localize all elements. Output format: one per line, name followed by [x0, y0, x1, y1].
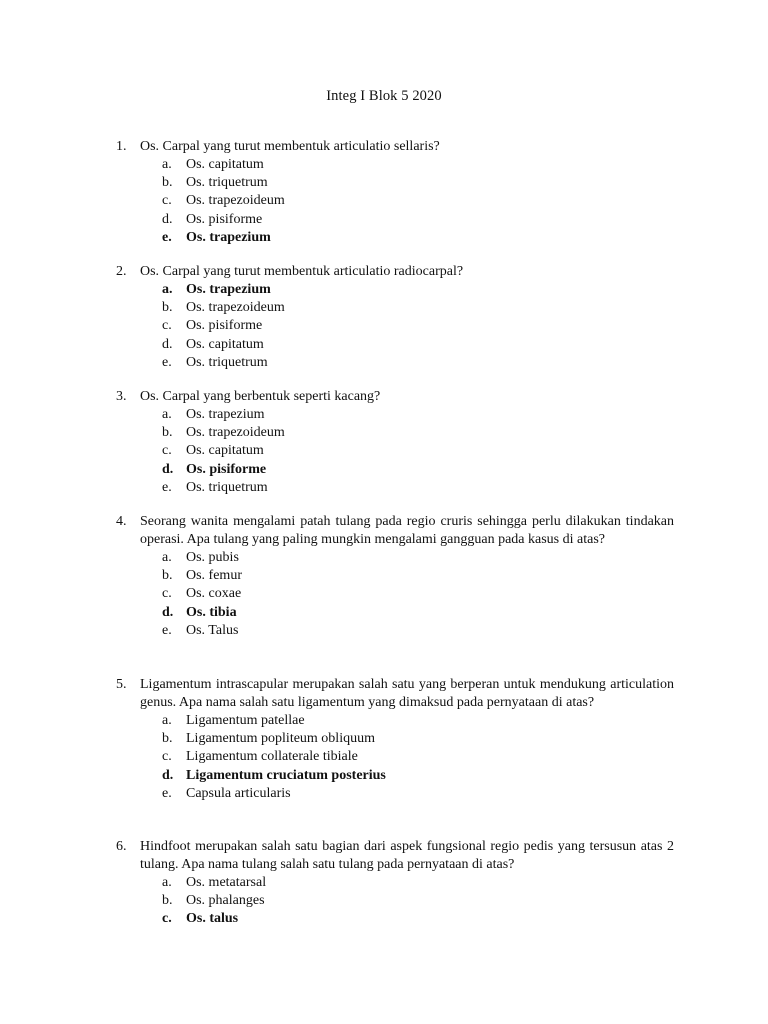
option-text: Os. femur: [186, 568, 242, 584]
option-text: Capsula articularis: [186, 785, 291, 801]
question-1: [116, 138, 674, 247]
option-e: [162, 354, 674, 372]
option-c-correct: [162, 910, 674, 928]
option-c: [162, 317, 674, 335]
option-letter: e.: [162, 785, 172, 801]
option-text: Os. coxae: [186, 586, 242, 602]
option-text: Os. triquetrum: [186, 354, 268, 370]
option-letter: d.: [162, 604, 174, 620]
option-d-correct: [162, 604, 674, 622]
option-b: [162, 567, 674, 585]
question-number: 2.: [116, 264, 127, 279]
question-text: Seorang wanita mengalami patah tulang pada regio cruris sehingga perlu dilakukan tindakan operasi. Apa tulang yang paling mungkin mengalami gangguan pada kasus di atas?: [140, 514, 674, 547]
option-text: Os. capitatum: [186, 443, 264, 459]
option-a: [162, 549, 674, 567]
option-text: Os. Talus: [186, 622, 239, 638]
option-text: Os. pisiforme: [186, 211, 263, 227]
option-letter: e.: [162, 622, 172, 638]
option-text: Os. pubis: [186, 550, 239, 565]
option-letter: c.: [162, 318, 172, 334]
question-text: Os. Carpal yang berbentuk seperti kacang?: [140, 389, 381, 404]
question-number: 5.: [116, 677, 127, 692]
option-d: [162, 211, 674, 229]
document-title: Integ I Blok 5 2020: [326, 88, 442, 104]
option-letter: b.: [162, 568, 173, 584]
option-letter: b.: [162, 893, 173, 909]
question-3: [116, 388, 674, 497]
option-text: Os. pisiforme: [186, 318, 263, 334]
option-text: Os. phalanges: [186, 893, 265, 909]
question-text: Os. Carpal yang turut membentuk articulatio sellaris?: [140, 139, 440, 154]
option-b: [162, 892, 674, 910]
question-2: [116, 263, 674, 372]
option-letter: e.: [162, 479, 172, 495]
option-a: [162, 156, 674, 174]
option-letter: a.: [162, 157, 172, 172]
option-a: [162, 406, 674, 424]
option-text: Os. trapezium: [186, 229, 271, 245]
question-6: [116, 838, 674, 929]
question-text: Os. Carpal yang turut membentuk articulatio radiocarpal?: [140, 264, 464, 279]
option-a: [162, 874, 674, 892]
option-text: Os. triquetrum: [186, 479, 268, 495]
option-e: [162, 785, 674, 803]
option-text: Os. pisiforme: [186, 461, 267, 477]
option-letter: b.: [162, 300, 173, 316]
option-letter: a.: [162, 550, 172, 565]
option-letter: c.: [162, 586, 172, 602]
options-list: [116, 156, 674, 247]
option-text: Ligamentum cruciatum posterius: [186, 767, 386, 783]
question-number: 1.: [116, 139, 127, 154]
option-c: [162, 748, 674, 766]
options-list: [116, 281, 674, 372]
option-text: Os. trapezium: [186, 282, 271, 297]
option-text: Ligamentum collaterale tibiale: [186, 749, 358, 765]
option-text: Os. tibia: [186, 604, 237, 620]
options-list: [116, 712, 674, 803]
option-d-correct: [162, 461, 674, 479]
option-letter: a.: [162, 713, 172, 728]
option-letter: c.: [162, 193, 172, 209]
option-c: [162, 585, 674, 603]
option-b: [162, 730, 674, 748]
option-letter: d.: [162, 336, 173, 352]
options-list: [116, 406, 674, 497]
option-letter: c.: [162, 749, 172, 765]
question-number: 6.: [116, 839, 127, 854]
option-letter: d.: [162, 461, 174, 477]
option-b: [162, 299, 674, 317]
options-list: [116, 549, 674, 640]
option-text: Os. trapezoideum: [186, 300, 285, 316]
option-text: Ligamentum patellae: [186, 713, 305, 728]
option-letter: d.: [162, 767, 174, 783]
question-number: 4.: [116, 514, 127, 529]
option-text: Os. triquetrum: [186, 175, 268, 191]
option-letter: b.: [162, 425, 173, 441]
option-text: Ligamentum popliteum obliquum: [186, 731, 375, 747]
option-letter: c.: [162, 443, 172, 459]
option-d: [162, 336, 674, 354]
option-e: [162, 479, 674, 497]
option-letter: e.: [162, 354, 172, 370]
question-text: Ligamentum intrascapular merupakan salah satu yang berperan untuk mendukung articulation genus. Apa nama salah satu ligamentum yang dimaksud pada pernyataan di atas?: [140, 677, 674, 710]
option-text: Os. capitatum: [186, 336, 264, 352]
option-text: Os. metatarsal: [186, 875, 267, 890]
option-b: [162, 424, 674, 442]
option-b: [162, 174, 674, 192]
options-list: [116, 874, 674, 929]
question-5: [116, 676, 674, 803]
option-e-correct: [162, 229, 674, 247]
option-letter: b.: [162, 731, 173, 747]
option-letter: a.: [162, 875, 172, 890]
option-a: [162, 712, 674, 730]
option-letter: d.: [162, 211, 173, 227]
option-letter: e.: [162, 229, 172, 245]
option-letter: a.: [162, 282, 173, 297]
option-c: [162, 442, 674, 460]
option-letter: b.: [162, 175, 173, 191]
option-letter: a.: [162, 407, 172, 422]
option-text: Os. trapezium: [186, 407, 265, 422]
option-e: [162, 622, 674, 640]
option-text: Os. capitatum: [186, 157, 264, 172]
option-a-correct: [162, 281, 674, 299]
option-text: Os. trapezoideum: [186, 193, 285, 209]
option-letter: c.: [162, 911, 172, 927]
question-text: Hindfoot merupakan salah satu bagian dari aspek fungsional regio pedis yang tersusun atas 2 tulang. Apa nama tulang salah satu tulang pada pernyataan di atas?: [140, 839, 674, 872]
option-d-correct: [162, 767, 674, 785]
option-text: Os. talus: [186, 911, 239, 927]
question-4: [116, 513, 674, 640]
option-c: [162, 192, 674, 210]
question-number: 3.: [116, 389, 127, 404]
option-text: Os. trapezoideum: [186, 425, 285, 441]
